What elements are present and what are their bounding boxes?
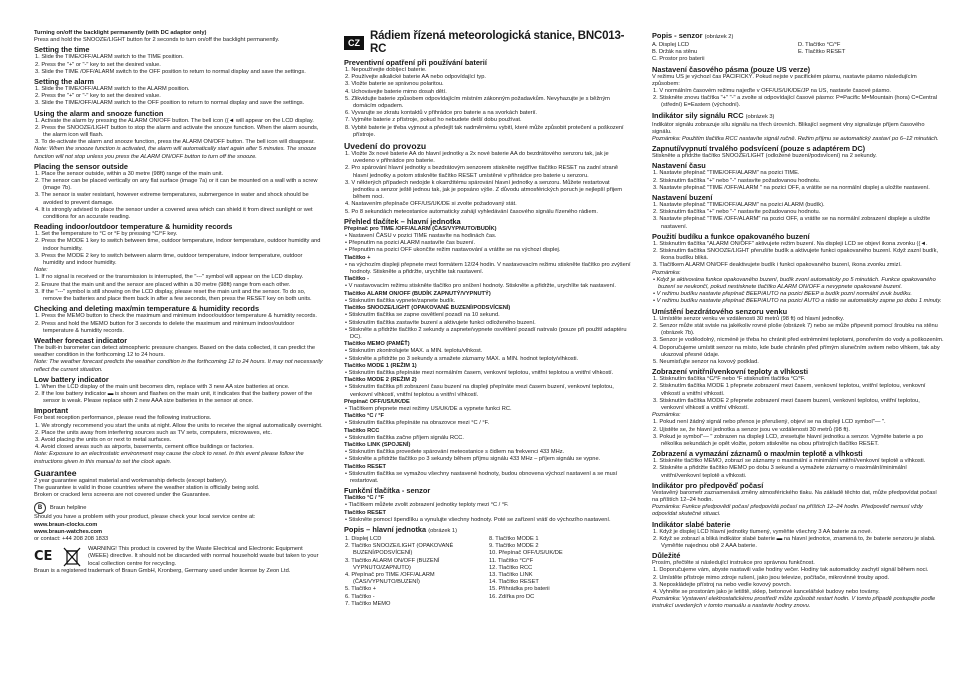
alarm-cz-step: 2. Stisknutím tlačítka "+" nebo "-" nastavíte požadovanou hodnotu. [653,209,821,216]
reading-step: 3. Press the MODE 2 key to switch between alarm time, outdoor temperature, indoor temperature, outdoor humidity and indoor humidity. [35,252,303,267]
button-desc-heading: Tlačítko RESET [344,463,387,470]
start-step: 5. Po 8 sekundách meteostanice automaticky zahájí vyhledávání časového signálu řízeného rádiem. [345,208,598,215]
parts-left [344,536,488,608]
button-desc-heading: Tlačítko MEMO (PAMĚŤ) [344,341,410,348]
battery-title: Low battery indicator [34,374,109,384]
backlight-cz-text: Stiskněte a přidržte tlačítko SNOOZE/LIGHT (odložené buzení/podsvícení) na 2 sekundy. [652,153,877,160]
reading-step: 2. Press the MODE 1 key to switch between time, outdoor temperature, indoor temperature, outdoor humidity and indoor humidity. [35,238,321,252]
part-item: 6. Tlačítko - [345,593,375,600]
battery-step: 1. When the LCD display of the main unit becomes dim, replace with 3 new AA size batteries at once. [35,383,290,390]
time-cz-list [652,170,944,192]
forecast-text: The built-in barometer can detect atmospheric pressure changes. Based on the data collected, it can predict the weather condition in the forthcoming 12 to 24 hours. [34,344,316,359]
part-item: 9. Tlačítko MODE 2 [489,543,539,550]
display-cz-note: 3. Pokud je symbol"— " zobrazen na displeji LCD, zresetujte hlavní jednotku a senzor. Vyjměte baterie a po několika sekundách je opět vložte, potom stiskněte na obou přístrojích tlačítko RESET. [653,433,924,447]
placing-cz-title: Umístění bezdrátového senzoru venku [652,306,788,316]
ce-mark: CE [34,549,53,565]
part-item: 13. Tlačítko LINK [489,572,533,578]
contact-link[interactable]: www.braun-clocks.com [34,521,98,528]
sensor-part-item: C. Prostor pro baterii [652,56,705,63]
display-cz-step: 3. Stisknutím tlačítka MODE 2 přepnete zobrazení mezi časem buzení, venkovní teplotou, vnitřní teplotou, venkovní vlhkostí a vnitřní vlhkostí. [653,397,920,411]
sensor-parts-title-row [652,31,944,42]
placing-cz-step: 3. Senzor je voděodolný, nicméně je třeba ho chránit před extrémními teplotami, ponořením do vody a poškozením. [653,337,944,344]
important-title: Important [34,406,69,416]
important-cz-step: 4. Vyhněte se prostorám jako je letiště, sklep, betonové kancelářské budovy nebo továrny. [653,588,880,595]
helpline-row [34,502,324,514]
snooze-cz-notes [652,277,944,306]
start-step: 1. Vložte 3x nové baterie AA do hlavní jednotky a 2x nové baterie AA do bezdrátového senzoru tak, jak je uvedeno v přihrádce pro baterie. [345,151,609,165]
guarantee-line: Broken or cracked lens screens are not covered under the Guarantee. [34,492,211,499]
button-desc-item: • Stisknutím tlačítka přepínáte mezi normálním časem, venkovní teplotou, vnitřní teplotou a vnitřní vlhkostí. [345,369,614,376]
placing-step: 2. The sensor can be placed vertically on any flat surface (image 7a) or it can be mounted on a wall with a screw (image 7b). [35,178,318,192]
battery-step: 2. If the low battery indicator ▬ is shown and flashes on the main unit, it indicates that the battery power of the sensor is weak. Please replace with 2 new AAA size batteries in the sensor at once. [35,390,313,405]
title-row [344,30,632,56]
checking-title: Checking and deleting max/min temperature & humidity records [34,304,260,314]
important-cz-step: 3. Neposkládejte přístroj na nebo vedle kovový povrch. [653,581,792,588]
sensor-buttons-list [344,495,632,524]
button-desc-heading: Tlačítko ALARM ON/OFF (BUDÍK ZAPNUTÝ/VYPNUTÝ) [344,290,491,297]
button-desc-item: • Stisknutím zkontrolujete MAX. a MIN. teplotu/vlhkost. [345,348,483,355]
forecast-cz-text: Vestavěný barometr zaznamenává změny atmosférického tlaku. Na základě těchto dat, může předpovídat počasí na příštích 12–24 hodin. [652,489,937,503]
snooze-step: 3. To de-activate the alarm and snooze function, press the ALARM ON/OFF button. The bell icon will disappear. [35,139,315,146]
records-cz-step: 2. Stiskněte a přidržte tlačítko MEMO po dobu 3 sekund a vymažete záznamy o maximální/minimální vnitřní/venkovní teplotě a vlhkosti. [653,465,907,479]
display-cz-step: 2. Stisknutím tlačítka MODE 1 přepnete zobrazení mezi časem, venkovní teplotou, vnitřní teplotou, venkovní vlhkostí a vnitřní vlhkostí. [653,383,926,397]
part-item: 4. Přepínač pro TIME /OFF/ALARM (ČAS/VYPNUTO/BUZENÍ) [345,572,435,586]
checking-step: 2. Press and hold the MEMO button for 3 seconds to delete the maximum and minimum indoor/outdoor temperature & humidity records. [35,320,295,334]
time-cz-step: 3. Nastavte přepínač "TIME /OFF/ALARM " na pozici OFF, a vrátíte se na normální displej a uložíte nastavení. [653,184,930,191]
button-desc-heading: Tlačítko MODE 2 (REŽIM 2) [344,377,417,384]
placing-cz-step: 1. Umístěte senzor venku ve vzdálenosti 30 metrů (98 ft) od hlavní jednotky. [653,315,845,322]
button-desc-item: • na výchozím displeji přepnete mezi formátem 12/24 hodin. V nastavovacím režimu stiskněte tlačítko pro zvýšení hodnoty. Stiskněte a přidržte, urychlíte tak nastavení. [345,261,631,276]
zone-title: Nastavení časového pásma (pouze US verze) [652,64,811,74]
safety-step: 7. Vyjměte baterie z přístroje, pokud ho nebudete delší dobu používat. [345,117,522,124]
button-desc-item: • Stisknutím tlačítka zastavíte buzení a aktivujete funkci odloženého buzení. [345,319,536,326]
button-desc-heading: Tlačítko - [344,276,369,283]
button-desc-item: • Nastavení ČASU v pozici TIME nastavíte na hodinách čas. [345,233,497,240]
start-step: 2. Pro spárování hlavní jednotky s bezdrátovým senzorem stiskněte nejdříve tlačítko RESET na zadní straně hlavní jednotky a potom stiskněte tlačítko RESET umístěné v přihrádce pro baterie u senzoru. [345,165,619,179]
sensor-parts-list [652,42,944,64]
important-step: 2. Place the units away from interfering sources such as TV sets, computers, microwaves, etc. [35,429,272,436]
button-desc-heading: Tlačítko LINK (SPOJENÍ) [344,441,411,448]
button-desc-heading: Přepínač OFF/US/UK/DE [344,398,410,405]
display-cz-list [652,376,944,412]
records-cz-list [652,458,944,480]
sensor-right [798,42,944,64]
button-desc-heading: Tlačítko °C / °F [344,413,384,420]
alarm-step: 3. Slide the TIME/OFF/ALARM switch to the OFF position to return to normal display and save the settings. [35,100,305,107]
time-step: 2. Press the "+" or "-" key to set the desired value. [35,61,161,68]
display-cz-step: 1. Stisknutím tlačítka °C/°F nebo °F stisknutím tlačítka °C/°F. [653,376,806,383]
zone-step: 2. Stiskněte znovu tlačítka "+" "-" a zvolte si odpovídající časové pásmo: P=Pacific M=Mountain (hora) C=Central (střední) E=Eastern (východní). [653,95,938,109]
button-desc-item: • Stisknutím tlačítka přepínáte na obrazovce mezi °C / °F. [345,420,490,427]
forecast-cz-note: Poznámka: Funkce předpovědi počasí předpovídá počasí na příštích 12–24 hodin. Předpověď nemusí vždy odpovídat skutečné situaci. [652,504,923,518]
time-cz-title: Nastavení času [652,161,706,171]
placing-cz-step: 5. Neumisťujte senzor na kovový podklad. [653,358,759,365]
safety-step: 3. Vložte baterie se správnou polaritou. [345,81,444,88]
alarm-title: Setting the alarm [34,77,94,87]
important-cz-step: 2. Umístěte přístroje mimo zdroje rušení, jako jsou televize, počítače, mikrovlnné trouby apod. [653,574,890,581]
reading-title: Reading indoor/outdoor temperature & humidity records [34,222,233,232]
battery-cz-step: 1. Když je displej LCD hlavní jednotky tlumený, vyměňte všechny 3 AA baterie za nové. [653,528,873,535]
button-desc-item: • V nastavovacím režimu stiskněte tlačítko pro snížení hodnoty. Stiskněte a přidržte, urychlíte tak nastavení. [345,283,616,290]
safety-step: 1. Nepoužívejte dobíjecí baterie. [345,67,427,73]
display-cz-note-label: Poznámka: [652,412,681,419]
button-desc-item: • Stiskněte a přidržte po 3 sekundy a smažete záznamy MAX. a MIN. hodnot teploty/vlhkosti. [345,355,579,362]
button-desc-item: • Stisknutím tlačítka provedete spárování meteostanice s čidlem na frekvenci 433 MHz. [345,449,565,456]
forecast-note: Note: The weather forecast predicts the weather condition in the forthcoming 12 to 24 hours. It may not necessarily reflect the current situation. [34,359,323,373]
start-title: Uvedení do provozu [344,141,427,152]
button-desc-item: • Stisknutím tlačítka vypnete/zapnete budík. [345,297,456,304]
weee-block [34,546,324,568]
button-desc-item: • Stiskněte a přidržte tlačítko 2 sekundy a zapnete/vypnete osvětlení pozadí natrvalo (pouze při použití adaptéru DC). [345,326,627,340]
part-item: 2. Tlačítko SNOOZE/LIGHT (OPAKOVANÉ BUZENÍ/PODSVÍCENÍ) [345,543,454,557]
buttons-title: Přehled tlačítek – hlavní jednotka [344,216,461,226]
zone-step: 1. V normálním časovém režimu najeďte v OFF/US/UK/DE/JP na US, nastavte časové pásmo. [653,88,891,95]
safety-title: Preventivní opatření při používání baterií [344,58,487,67]
battery-cz-step: 2. Když se zobrazí a bliká indikátor slabé baterie ▬ na hlavní jednotce, znamená to, že baterie senzoru je slabá. Vyměňte najednou obě 2 AAA baterie. [653,535,936,549]
signal-title: Indikátor sily signálu RCC [652,110,744,120]
part-item: 10. Přepínač OFF/US/UK/DE [489,550,563,557]
part-item: 15. Přihrádka pro baterii [489,586,550,593]
guarantee-line: The guarantee is valid in those countries where the weather station is officially being sold. [34,484,260,491]
important-intro: For best reception performance, please read the following instructions. [34,415,212,422]
placing-cz-step: 2. Senzor může stát svisle na jakékoliv rovné ploše (obrázek 7) nebo se může připevnit pomocí šroubku na stěnu (obrázek 7b). [653,322,938,337]
start-step: 3. V některých případech nedojde k okamžitému spárování hlavní jednotky a senzoru. Můžete restartovat jednotku a senzor ještě jednou tak, jak je popsáno výše. Z důvodu atmosférických poruch je nejlepší přijem během noci. [345,179,623,201]
sensor-part-item: D. Tlačítko °C/°F [798,42,841,48]
button-desc-item: • Stisknutím tlačítka při zobrazení času buzení na displeji přepínáte mezi časem buzení, venkovní teplotou, venkovní vlhkostí, vnitřní teplotou a vnitřní vlhkostí. [345,384,614,398]
parts-list [344,536,632,608]
zone-text: V režimu US je výchozí čas PACIFICKÝ. Pokud nejste v pacifickém pásmu, nastavte pásmo následujícím způsobem: [652,73,917,87]
buttons-list [344,226,632,485]
important-step: 1. We strongly recommend you start the units at night. Allow the units to receive the signal automatically overnight. [35,422,323,429]
button-desc-item: • Tlačítkem přepnete mezi režimy US/UK/DE a vypnete funkci RC. [345,405,512,412]
snooze-cz-step: 1. Stisknutím tlačítka "ALARM ON/OFF" aktivujete režim buzení. Na displeji LCD se objeví ikona zvonku ((◄. [653,240,928,247]
crossed-bin-icon [62,546,82,568]
display-cz-title: Zobrazení vnitřní/venkovní teploty a vlhkosti [652,367,809,377]
alarm-step: 1. Slide the TIME/OFF/ALARM switch to the ALARM position. [35,86,190,93]
guarantee-title: Guarantee [34,467,77,478]
snooze-cz-note-label: Poznámka: [652,269,681,276]
part-item: 5. Tlačítko + [345,586,377,593]
part-item: 14. Tlačítko RESET [489,579,539,586]
placing-step: 3. The sensor is water resistant, however extreme temperatures, submergence in water and shock should be avoided to prevent damage. [35,192,309,206]
signal-text: Indikátor signálu zobrazuje sílu signálu na třech úrovních. Blikající segment vlny signalizuje příjem časového signálu. [652,121,925,135]
part-item: 1. Displej LCD [345,535,382,542]
snooze-cz-list [652,241,944,270]
czech-column-1 [344,30,632,608]
backlight-title: Turning on/off the backlight permanently (with DC adaptor only) [34,30,207,36]
button-desc-item: • Stisknutím tlačítka se vymažou všechny nastavené hodnoty, budou obnovena výchozí nastavení a se musí restartovat. [345,470,618,484]
contact-line: Should you have a problem with your product, please check your local service centre at: [34,514,256,521]
button-desc-item: • Stisknutím tlačítka se zapne osvětlení pozadí na 10 sekund. [345,312,500,319]
helpline-label: Braun helpline [50,504,87,511]
safety-step: 2. Používejte alkalické baterie AA nebo odpovídající typ. [345,74,487,81]
display-cz-note: 1. Pokud není žádný signál nebo přenos je přerušený, objeví se na displeji LCD symbol"— ". [653,419,886,426]
sensor-button-desc-item: • Stiskněte pomocí špendlíku a vynulujte všechny hodnoty. Poté se zařízení vrátí do výchozího nastavení. [345,516,611,523]
weee-text: WARNING! This product is covered by the Waste Electrical and Electronic Equipment (WEEE) directive. It should not be discarded with normal household waste but taken to your local collection centre for recycling. [88,546,319,567]
part-item: 16. Zdířka pro DC [489,593,535,600]
snooze-cz-step: 3. Tlačítkem ALARM ON/OFF deaktivujete budík i funkci opakovaného buzení, ikona zvonku zmizí. [653,262,902,269]
reading-note: 3. If the "---" symbol is still showing on the LCD display, please reset the main unit and the sensor. To do so, remove the batteries and place them back in after a few seconds, then press the RESET key on both units. [35,288,312,303]
important-cz-step: 1. Doporučujeme vám, abyste nastavili vaše hodiny večer. Hodiny tak automaticky zachytí signál během noci. [653,567,929,574]
button-desc-heading: Tlačítko + [344,254,371,261]
reading-note: 2. Ensure that the main unit and the sensor are placed within a 30 metre (98ft) range from each other. [35,281,291,288]
parts-title-row [344,525,632,536]
parts-title: Popis – hlavní jednotka [344,524,427,534]
part-item: 3. Tlačítko ALARM ON/OFF (BUZENÍ VYPNUTO/ZAPNUTO) [345,557,440,571]
signal-note: Poznámka: Použitím tlačítka RCC nastavíte signál ručně. Režim příjmu se automatický zastaví po 6–12 minutách. [652,136,939,143]
button-desc-item: • Stisknutím tlačítka začne příjem signálu RCC. [345,434,464,441]
snooze-cz-step: 2. Stisknutím tlačítka SNOOZE/LIGHT přerušíte budík a aktivujete funkci opakovaného buzení. Když zazní budík, ikona budíku bliká. [653,248,939,262]
snooze-cz-note: • V režimu budíku nastavte přepínač BEEP/AUTO na pozici BEEP a budík pozní normální zvuk budíku. [653,291,913,298]
snooze-cz-note: • V režimu budíku nastavte přepínač BEEP/AUTO na pozici AUTO a rádio se automaticky zapne po dobu 1 minuty. [653,298,942,305]
braun-logo-icon: B [34,502,46,514]
contact-phone: or contact: +44 208 208 1833 [34,535,109,542]
button-desc-item: • Stiskněte a přidržte tlačítko po 3 sekundy během příjmu signálu 433 MHz – příjem signálu se vypne. [345,456,601,463]
english-column [34,30,324,575]
sensor-part-item: B. Držák na stěnu [652,49,698,56]
signal-image-ref: (obrázek 3) [745,113,775,120]
button-desc-heading: Přepínač pro TIME /OFF/ALARM (ČAS/VYPNUTO/BUDÍK) [344,225,497,232]
sensor-button-desc-heading: Tlačítko RESET [344,509,387,516]
alarm-cz-step: 3. Nastavte přepínač "TIME /OFF/ALARM" na pozici OFF, a vrátíte se na normální zobrazení displeje a uložíte nastavení. [653,216,931,230]
guarantee-line: 2 year guarantee against material and workmanship defects (except battery). [34,477,228,484]
button-desc-item: • Přepnutím na pozici OFF ukončíte režim nastavování a vrátíte se na výchozí displej. [345,247,561,254]
snooze-step: 2. Press the SNOOZE/LIGHT button to stop the alarm and activate the snooze function. When the alarm sounds, the alarm icon will flash. [35,124,319,139]
alarm-step: 2. Press the "+" or "-" key to set the desired value. [35,93,161,100]
sensor-buttons-title: Funkční tlačítka - senzor [344,486,431,496]
important-cz-title: Důležité [652,551,681,561]
part-item: 12. Tlačítko RCC [489,564,533,571]
forecast-title: Weather forecast indicator [34,335,128,345]
display-cz-notes [652,419,944,448]
parts-image-ref: (obrázek 1) [428,527,457,534]
start-list [344,151,632,216]
battery-cz-list [652,529,944,551]
important-step: 4. Avoid closed areas such as airports, basements, cement office buildings or factories. [35,444,254,451]
forecast-cz-title: Indikátor pro předpověď počasí [652,480,764,490]
part-item: 8. Tlačítko MODE 1 [489,535,539,542]
sensor-button-desc-heading: Tlačítko °C / °F [344,495,384,502]
snooze-cz-title: Použití budíku a funkce opakovaného buzení [652,231,810,241]
reading-note: 1. If no signal is received or the transmission is interrupted, the "---" symbol will appear on the LCD display. [35,274,304,281]
placing-step: 1. Place the sensor outside, within a 30 metre (98ft) range of the main unit. [35,170,224,177]
display-cz-note: 2. Ujistěte se, že hlavní jednotka a senzor jsou ve vzdálenosti 30 metrů (98 ft). [653,426,850,433]
records-cz-step: 1. Stiskněte tlačítko MEMO, zobrazí se záznamy o maximální a minimální vnitřní/venkovní teplotě a vlhkosti. [653,458,926,465]
sensor-parts-title: Popis - senzor [652,31,703,40]
time-step: 1. Slide the TIME/OFF/ALARM switch to the TIME position. [35,54,184,61]
placing-step: 4. It is strongly advised to place the sensor under a covered area which can shield it from direct sunlight or wet conditions for an accurate reading. [35,206,313,221]
safety-step: 6. Vyvarujte se zkratu kontaktů v přihrádce pro baterie a na svorkách baterií. [345,110,537,117]
sensor-part-item: A. Displej LCD [652,42,689,48]
czech-column-2 [652,30,944,611]
alarm-cz-step: 1. Nastavte přepínač "TIME/OFF/ALARM" na pozici ALARM (budík). [653,202,825,209]
placing-title: Placing the sensor outside [34,161,129,171]
important-step: 3. Avoid placing the units on or next to metal surfaces. [35,436,172,443]
sensor-left [652,42,798,64]
time-cz-step: 2. Stisknutím tlačítka "+" nebo "-" nastavíte požadovanou hodnotu. [653,177,821,184]
part-item: 11. Tlačítko °C/°F [489,557,534,564]
page-title: Rádiem řízená meteorologická stanice, BNC013-RC [370,30,625,55]
important-note: Note: Exposure to an electrostatic environment may cause the clock to reset. In this event please follow the instructions given in this manual to set the clock again. [34,451,304,465]
safety-step: 5. Zlikvidujte baterie způsobem odpovídajícím místním zákonným požadavkům. Nevyhazujte je s běžným domácím odpadem. [345,95,610,110]
alarm-cz-list [652,202,944,231]
battery-cz-title: Indikátor slabé baterie [652,519,731,529]
start-step: 4. Nastavením přepínače OFF/US/UK/DE si zvolte požadovaný stát. [345,201,517,208]
checking-step: 1. Press the MEMO button to check the maximum and minimum indoor/outdoor temperature & humidity records. [35,313,317,320]
sensor-part-item: E. Tlačítko RESET [798,49,846,56]
snooze-step: 1. Activate the alarm by pressing the ALARM ON/OFF button. The bell icon ((◄ will appear on the LCD display. [35,117,314,124]
reading-note-label: Note: [34,267,48,274]
button-desc-item: • Přepnutím na pozici ALARM nastavíte čas buzení. [345,240,476,247]
contact-link[interactable]: www.braun-watches.com [34,528,103,535]
records-cz-title: Zobrazení a vymazání záznamů o max/min teplotě a vlhkosti [652,449,863,459]
reading-step: 1. Set the temperature to °C or °F by pressing °C/°F key. [35,231,178,238]
time-step: 3. Slide the TIME /OFF/ALARM switch to the OFF position to return to normal display and save the settings. [35,68,306,75]
part-item: 7. Tlačítko MEMO [345,600,391,607]
important-cz-list [652,567,944,596]
time-cz-step: 1. Nastavte přepínač "TIME/OFF/ALARM" na pozici TIME. [653,170,800,177]
sensor-image-ref: (obrázek 2) [704,34,734,40]
placing-cz-list [652,316,944,366]
time-title: Setting the time [34,45,90,55]
snooze-title: Using the alarm and snooze function [34,108,164,118]
safety-step: 8. Vybité baterie je třeba vyjmout a předejít tak nadměrnému vybití, které může způsobit protečení a poškození přístroje. [345,124,624,138]
signal-title-row [652,111,944,122]
important-cz-note: Poznámka: Vystavení elektrostatickému prostředí může způsobit restart hodin. V tomto případě postupujte podle instrukcí uvedených v tomto manuálu a nastavte hodiny znovu. [652,596,936,610]
button-desc-heading: Tlačítko SNOOZE/LIGHT (OPAKOVANÉ BUZENÍ/PODSVÍCENÍ) [344,305,511,312]
button-desc-heading: Tlačítko MODE 1 (REŽIM 1) [344,362,417,369]
safety-step: 4. Uchovávejte baterie mimo dosah dětí. [345,88,447,95]
backlight-text: Press and hold the SNOOZE/LIGHT button for 2 seconds to turn on/off the backlight permanently. [34,37,280,44]
parts-right [488,536,632,608]
important-cz-intro: Prosím, přečtěte si následující instrukce pro správnou funkčnost. [652,560,815,567]
button-desc-heading: Tlačítko RCC [344,427,380,434]
sensor-button-desc-item: • Tlačítkem můžete zvolit zobrazení jednotky teploty mezi °C / °F. [345,502,509,509]
snooze-note: Note: When the snooze function is activated, the alarm will automatically start again after 5 minutes. The snooze function will not stop unless you press the ALARM ON/OFF button to turn off the snooze. [34,146,317,160]
trademark-text: Braun is a registered trademark of Braun GmbH, Kronberg, Germany used under license by Zeon Ltd. [34,568,291,575]
placing-cz-step: 4. Doporučujeme umístit senzor na místo, kde bude chráněn před přímým slunečním svitem nebo vlhkem, tak aby ukazoval přesné údaje. [653,344,940,358]
safety-list [344,67,632,139]
language-badge: CZ [344,36,364,50]
backlight-cz-title: Zapnutí/vypnutí trvalého podsvícení (pouze s adaptérem DC) [652,144,866,154]
snooze-cz-note: • Když je aktivována funkce opakovaného buzení, budík zvoní automaticky po 5 minutách. Funkce opakovaného buzení se neukončí, pokud nestisknete tlačítko ALARM ON/OFF a nevypnete opakované buzení. [653,276,936,291]
alarm-cz-title: Nastavení buzení [652,193,713,203]
